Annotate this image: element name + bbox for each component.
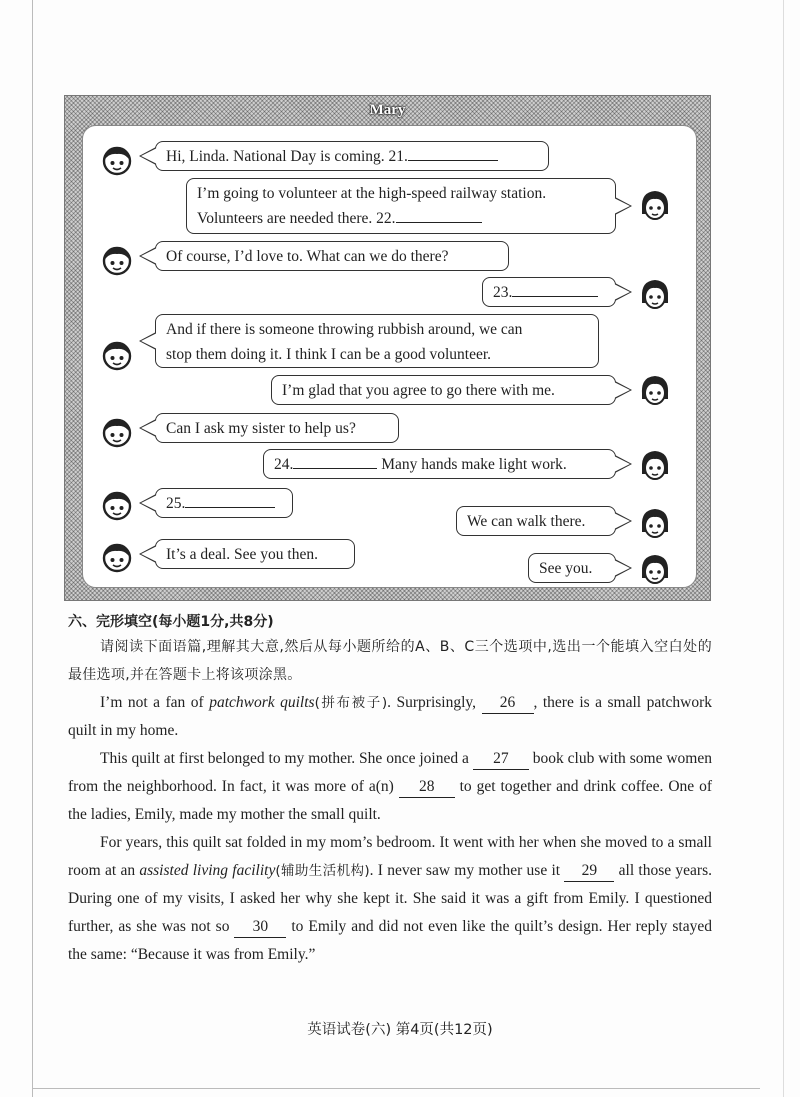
dialogue-text: And if there is someone throwing rubbish around, we can bbox=[166, 321, 523, 338]
page-edge-left bbox=[32, 0, 33, 1097]
girl-face-icon bbox=[639, 277, 671, 311]
blank-27: 27 bbox=[473, 749, 529, 770]
passage-text: This quilt at first belonged to my mother. She once joined a bbox=[100, 750, 473, 767]
dialogue-line-9 bbox=[155, 488, 293, 518]
boy-face-icon bbox=[101, 143, 133, 177]
passage-text: . I never saw my mother use it bbox=[369, 862, 565, 879]
passage-text: book club with some women from the neighborhood. In fact, it was more of a(n) bbox=[68, 750, 712, 795]
dialogue-line-7 bbox=[155, 413, 399, 443]
bottom-rule bbox=[32, 1088, 760, 1089]
passage-paragraph-1 bbox=[68, 689, 712, 745]
passage-paragraph-3 bbox=[68, 829, 712, 969]
boy-face-icon bbox=[101, 338, 133, 372]
dialogue-text: I’m going to volunteer at the high-speed railway station. bbox=[197, 185, 547, 202]
passage-text: to get together and drink coffee. One of the ladies, Emily, made my mother the small quilt. bbox=[68, 778, 712, 823]
answer-blank-21 bbox=[408, 144, 498, 161]
dialogue-line-12 bbox=[528, 553, 616, 583]
passage-text: , there is a small patchwork quilt in my home. bbox=[68, 694, 712, 739]
passage-text: For years, this quilt sat folded in my mom’s bedroom. It went with her when she moved to a small room at an bbox=[68, 834, 712, 879]
answer-blank-24 bbox=[293, 452, 377, 469]
dialogue-text: See you. bbox=[539, 560, 593, 577]
dialogue-text: Many hands make light work. bbox=[377, 456, 567, 473]
boy-face-icon bbox=[101, 415, 133, 449]
dialogue-line-4 bbox=[482, 277, 616, 307]
blank-28: 28 bbox=[399, 777, 455, 798]
dialogue-text: 25. bbox=[166, 495, 186, 512]
dialogue-line-8 bbox=[263, 449, 616, 479]
dialogue-text: I’m glad that you agree to go there with me. bbox=[282, 382, 555, 399]
girl-face-icon bbox=[639, 448, 671, 482]
dialogue-text: Can I ask my sister to help us? bbox=[166, 420, 356, 437]
dialogue-text: Volunteers are needed there. 22. bbox=[197, 210, 396, 227]
blank-29: 29 bbox=[564, 861, 614, 882]
section-instruction: 请阅读下面语篇,理解其大意,然后从每小题所给的A、B、C三个选项中,选出一个能填入空白处的最佳选项,并在答题卡上将该项涂黑。 bbox=[68, 639, 712, 683]
dialogue-text: Of course, I’d love to. What can we do there? bbox=[166, 248, 449, 265]
answer-blank-25 bbox=[185, 491, 275, 508]
dialogue-text: 23. bbox=[493, 284, 513, 301]
girl-face-icon bbox=[639, 373, 671, 407]
dialogue-title: Mary bbox=[369, 102, 406, 118]
blank-26: 26 bbox=[482, 693, 534, 714]
section-heading: 六、完形填空(每小题1分,共8分) bbox=[68, 614, 274, 630]
dialogue-text: It’s a deal. See you then. bbox=[166, 546, 318, 563]
girl-face-icon bbox=[639, 506, 671, 540]
passage-paragraph-2 bbox=[68, 745, 712, 829]
answer-blank-23 bbox=[512, 280, 598, 297]
passage-text: to Emily and did not even like the quilt’s design. Her reply stayed the same: “Because it was from Emily.” bbox=[68, 918, 712, 963]
boy-face-icon bbox=[101, 540, 133, 574]
dialogue-line-2 bbox=[186, 178, 616, 234]
page-footer: 英语试卷(六) 第4页(共12页) bbox=[307, 1022, 493, 1038]
passage-gloss: (辅助生活机构) bbox=[275, 863, 370, 879]
boy-face-icon bbox=[101, 243, 133, 277]
dialogue-line-5 bbox=[155, 314, 599, 368]
passage-text: all those years. During one of my visits, I asked her why she kept it. She said it was a gift from Emily. I questioned further, as she was not so bbox=[68, 862, 712, 935]
passage-text: I’m not a fan of bbox=[100, 694, 210, 711]
dialogue-text: We can walk there. bbox=[467, 513, 586, 530]
dialogue-line-10 bbox=[456, 506, 616, 536]
blank-30: 30 bbox=[234, 917, 286, 938]
dialogue-text: Hi, Linda. National Day is coming. 21. bbox=[166, 148, 408, 165]
passage-term: patchwork quilts bbox=[209, 694, 315, 711]
dialogue-text: 24. bbox=[274, 456, 294, 473]
girl-face-icon bbox=[639, 188, 671, 222]
passage-term: assisted living facility bbox=[139, 862, 276, 879]
page-edge-right bbox=[783, 0, 784, 1097]
boy-face-icon bbox=[101, 488, 133, 522]
dialogue-text: stop them doing it. I think I can be a good volunteer. bbox=[166, 346, 492, 363]
dialogue-line-11 bbox=[155, 539, 355, 569]
dialogue-line-6 bbox=[271, 375, 616, 405]
answer-blank-22 bbox=[396, 206, 482, 223]
girl-face-icon bbox=[639, 552, 671, 586]
passage-text: . Surprisingly, bbox=[387, 694, 482, 711]
dialogue-line-3 bbox=[155, 241, 509, 271]
passage-gloss: (拼布被子) bbox=[314, 695, 388, 711]
dialogue-line-1 bbox=[155, 141, 549, 171]
